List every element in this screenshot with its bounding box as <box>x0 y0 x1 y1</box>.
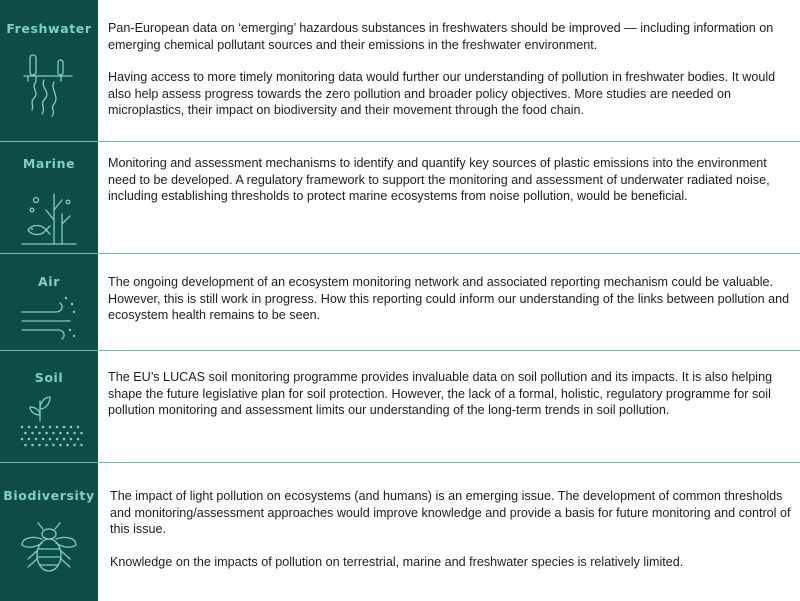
section-biodiversity <box>0 463 800 601</box>
freshwater-icon <box>14 50 84 120</box>
section-label-marine: Marine <box>22 156 76 171</box>
paragraph: Monitoring and assessment mechanisms to identify and quantify key sources of plastic emissions into the environment need to be developed. A regulatory framework to support the monitoring and assessment of underwater radiated noise, including establishing thresholds to protect marine ecosystems from noise pollution, would be beneficial. <box>108 156 770 203</box>
section-freshwater <box>0 0 800 142</box>
paragraph: Having access to more timely monitoring data would further our understanding of pollution in freshwater bodies. It would also help assess progress towards the zero pollution and broader policy objectives. More studies are needed on microplastics, their impact on biodiversity and their movement through the food chain. <box>108 70 776 117</box>
paragraph: Pan-European data on ‘emerging’ hazardous substances in freshwaters should be improved — including information on emerging chemical pollutant sources and their emissions in the freshwater environment. <box>108 21 774 52</box>
section-label-freshwater: Freshwater <box>6 21 92 36</box>
section-soil <box>0 351 800 463</box>
paragraph: The impact of light pollution on ecosystems (and humans) is an emerging issue. The development of common thresholds and monitoring/assessment approaches would improve knowledge and provide a basis for future monitoring and control of this issue. <box>110 489 791 536</box>
soil-icon <box>14 389 84 459</box>
section-air <box>0 254 800 351</box>
bee-icon <box>14 519 84 589</box>
sidebar-air <box>0 254 98 350</box>
section-text-biodiversity <box>110 488 794 570</box>
section-label-air: Air <box>38 274 60 289</box>
section-label-soil: Soil <box>34 370 64 385</box>
section-label-biodiversity: Biodiversity <box>3 488 95 503</box>
section-text-soil <box>108 369 794 419</box>
air-icon <box>14 290 84 350</box>
paragraph: The EU’s LUCAS soil monitoring programme provides invaluable data on soil pollution and its impacts. It is also helping shape the future legislative plan for soil protection. However, the lack of a formal, holistic, regulatory programme for soil pollution monitoring and assessment limits our understanding of the long-term trends in soil pollution. <box>108 370 773 417</box>
sidebar-biodiversity <box>0 463 98 601</box>
sidebar-soil <box>0 351 98 462</box>
section-text-marine <box>108 155 794 205</box>
section-text-freshwater <box>108 20 794 119</box>
sidebar-freshwater <box>0 0 98 141</box>
section-text-air <box>108 274 794 324</box>
section-marine <box>0 142 800 254</box>
paragraph: The ongoing development of an ecosystem monitoring network and associated reporting mechanism could be valuable. However, this is still work in progress. How this reporting could inform our understanding of the links between pollution and ecosystem health remains to be seen. <box>108 275 790 322</box>
sidebar-marine <box>0 142 98 253</box>
paragraph: Knowledge on the impacts of pollution on terrestrial, marine and freshwater species is relatively limited. <box>110 554 684 569</box>
marine-icon <box>14 180 84 250</box>
